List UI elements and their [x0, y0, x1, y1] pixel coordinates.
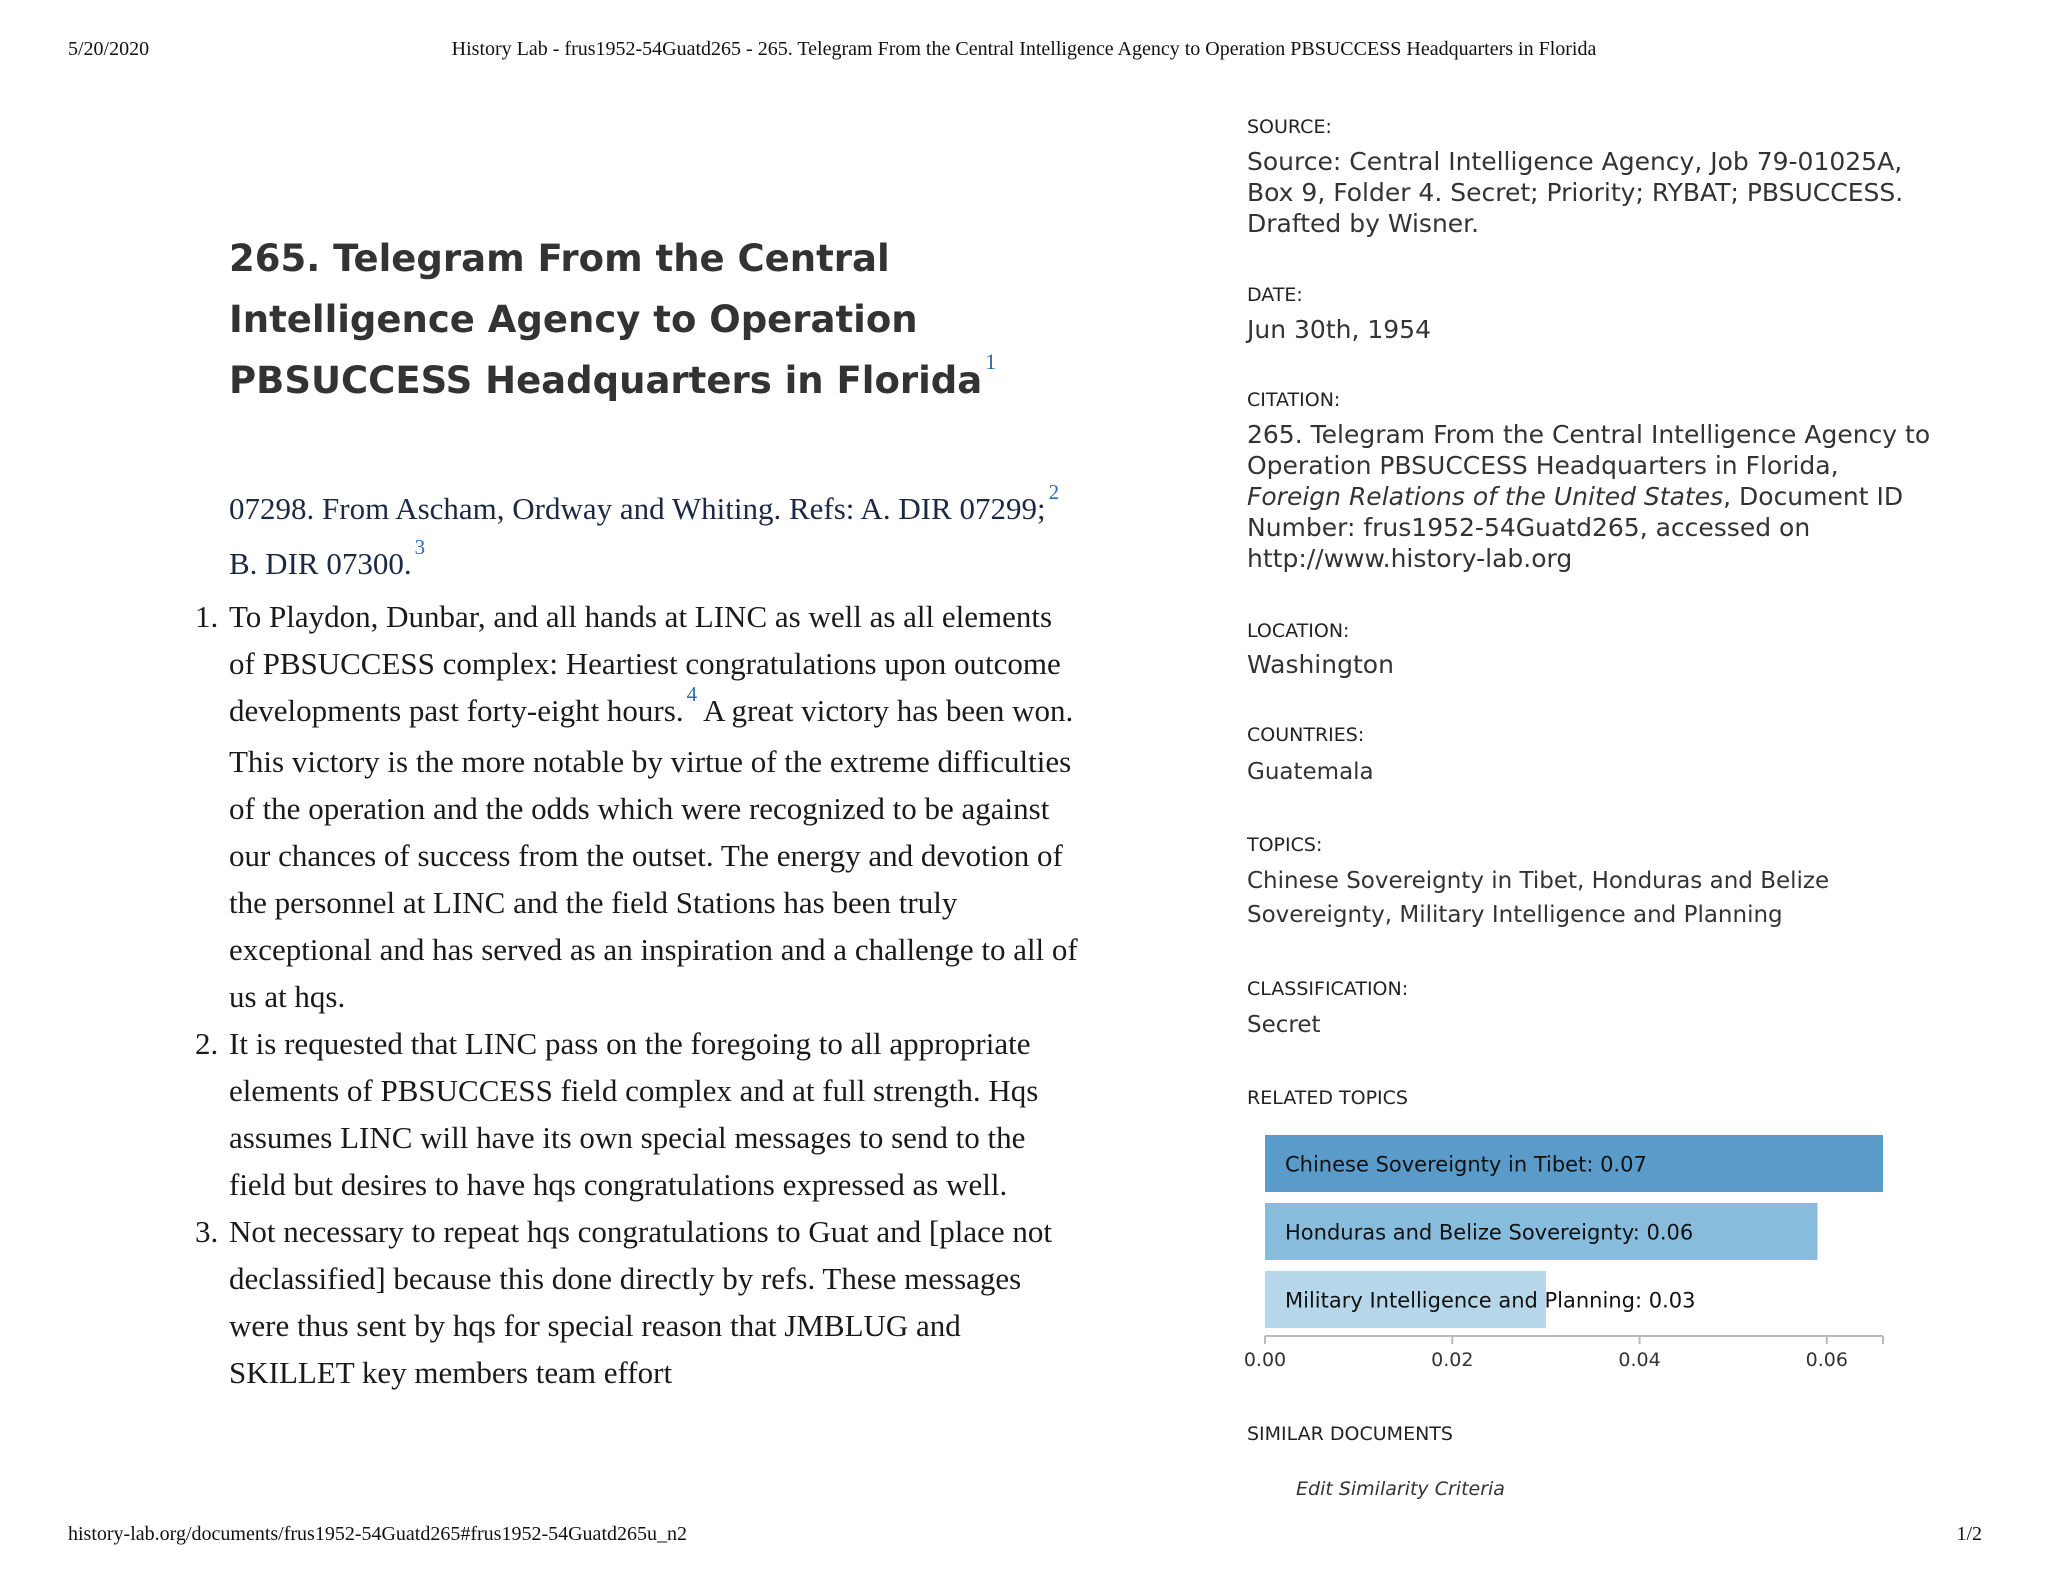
date-value: Jun 30th, 1954 — [1247, 315, 1431, 344]
document-body — [195, 480, 1079, 1396]
paragraph-number: 3. — [195, 1214, 219, 1249]
x-tick-label-2: 0.04 — [1618, 1349, 1661, 1371]
paragraph-text-cont: A great victory has been won. This victory is the more notable by virtue of the extreme difficulties of the operation and the odds which were recognized to be against our chances of success from the outset. The energy and devotion of the personnel at LINC and the field Stations has been truly exceptional and has served as an inspiration and a challenge to all of us at hqs. — [229, 693, 1078, 1014]
x-tick-label-3: 0.06 — [1805, 1349, 1848, 1371]
x-tick-label-1: 0.02 — [1431, 1349, 1474, 1371]
paragraph-number: 2. — [195, 1026, 219, 1061]
topic-bar-label-1: Chinese Sovereignty in Tibet: 0.07 — [1285, 1152, 1647, 1177]
telegram-lead — [229, 480, 1079, 593]
classification-label: CLASSIFICATION: — [1247, 978, 1409, 1000]
citation-text: 265. Telegram From the Central Intelligence Agency to Operation PBSUCCESS Headquarters in Florida, — [1247, 420, 1931, 480]
footnote-link-2[interactable]: 2 — [1048, 480, 1060, 504]
document-title — [229, 228, 1049, 416]
paragraph-list — [195, 593, 1079, 1396]
citation-journal: Foreign Relations of the United States — [1247, 482, 1724, 511]
countries-label: COUNTRIES: — [1247, 724, 1365, 746]
print-date: 5/20/2020 — [68, 38, 150, 60]
similar-documents-label: SIMILAR DOCUMENTS — [1247, 1423, 1453, 1445]
x-tick-label-0: 0.00 — [1243, 1349, 1287, 1371]
lead-text-2: B. DIR 07300. — [229, 546, 412, 581]
paragraph-2 — [195, 1020, 1079, 1208]
paragraph-text: To Playdon, Dunbar, and all hands at LINC as well as all elements of PBSUCCESS complex: Heartiest congratulations upon outcome developments past forty-eight hours. — [229, 599, 1061, 728]
topic-bar-label-3: Military Intelligence and Planning: 0.03 — [1285, 1288, 1696, 1313]
source-label: SOURCE: — [1247, 116, 1332, 138]
edit-similarity-link[interactable]: Edit Similarity Criteria — [1296, 1478, 1505, 1500]
date-label: DATE: — [1247, 284, 1303, 306]
paragraph-3 — [195, 1208, 1079, 1396]
footnote-link-1[interactable]: 1 — [985, 349, 997, 374]
location-label: LOCATION: — [1247, 620, 1350, 642]
countries-value: Guatemala — [1247, 759, 1374, 785]
footnote-link-4[interactable]: 4 — [686, 682, 698, 706]
related-topics-label: RELATED TOPICS — [1247, 1087, 1408, 1109]
paragraph-text: It is requested that LINC pass on the foregoing to all appropriate elements of PBSUCCESS field complex and at full strength. Hqs assumes LINC will have its own special messages to send to the field but desires to have hqs congratulations expressed as well. — [229, 1026, 1039, 1202]
source-value: Source: Central Intelligence Agency, Job 79-01025A, Box 9, Folder 4. Secret; Priority; RYBAT; PBSUCCESS. Drafted by Wisner. — [1247, 147, 1904, 238]
citation-text-end: , Document ID Number: frus1952-54Guatd265, accessed on http://www.history-lab.org — [1247, 482, 1904, 573]
topic-bar-label-2: Honduras and Belize Sovereignty: 0.06 — [1285, 1220, 1694, 1245]
footnote-link-3[interactable]: 3 — [414, 535, 426, 559]
related-topics-chart — [1243, 1135, 1907, 1405]
document-title-text: 265. Telegram From the Central Intelligence Agency to Operation PBSUCCESS Headquarters in Florida — [229, 237, 983, 402]
topics-label: TOPICS: — [1247, 834, 1323, 856]
paragraph-1 — [195, 593, 1079, 1020]
citation-value — [1247, 419, 1937, 574]
related-topics-svg — [1243, 1135, 1907, 1405]
print-page-number: 1/2 — [1956, 1523, 1982, 1545]
paragraph-text: Not necessary to repeat hqs congratulations to Guat and [place not declassified] because this done directly by refs. These messages were thus sent by hqs for special reason that JMBLUG and SKILLET key members team effort — [229, 1214, 1052, 1390]
print-page-title: History Lab - frus1952-54Guatd265 - 265. Telegram From the Central Intelligence Agency to Operation PBSUCCESS Headquarters in Florida — [451, 38, 1597, 60]
classification-value: Secret — [1247, 1012, 1321, 1038]
location-value: Washington — [1247, 650, 1394, 679]
print-url: history-lab.org/documents/frus1952-54Guatd265#frus1952-54Guatd265u_n2 — [68, 1523, 687, 1545]
citation-label: CITATION: — [1247, 389, 1341, 411]
lead-text: 07298. From Ascham, Ordway and Whiting. Refs: A. DIR 07299; — [229, 491, 1046, 526]
paragraph-number: 1. — [195, 599, 219, 634]
topics-value: Chinese Sovereignty in Tibet, Honduras and Belize Sovereignty, Military Intelligence and Planning — [1247, 868, 1830, 928]
